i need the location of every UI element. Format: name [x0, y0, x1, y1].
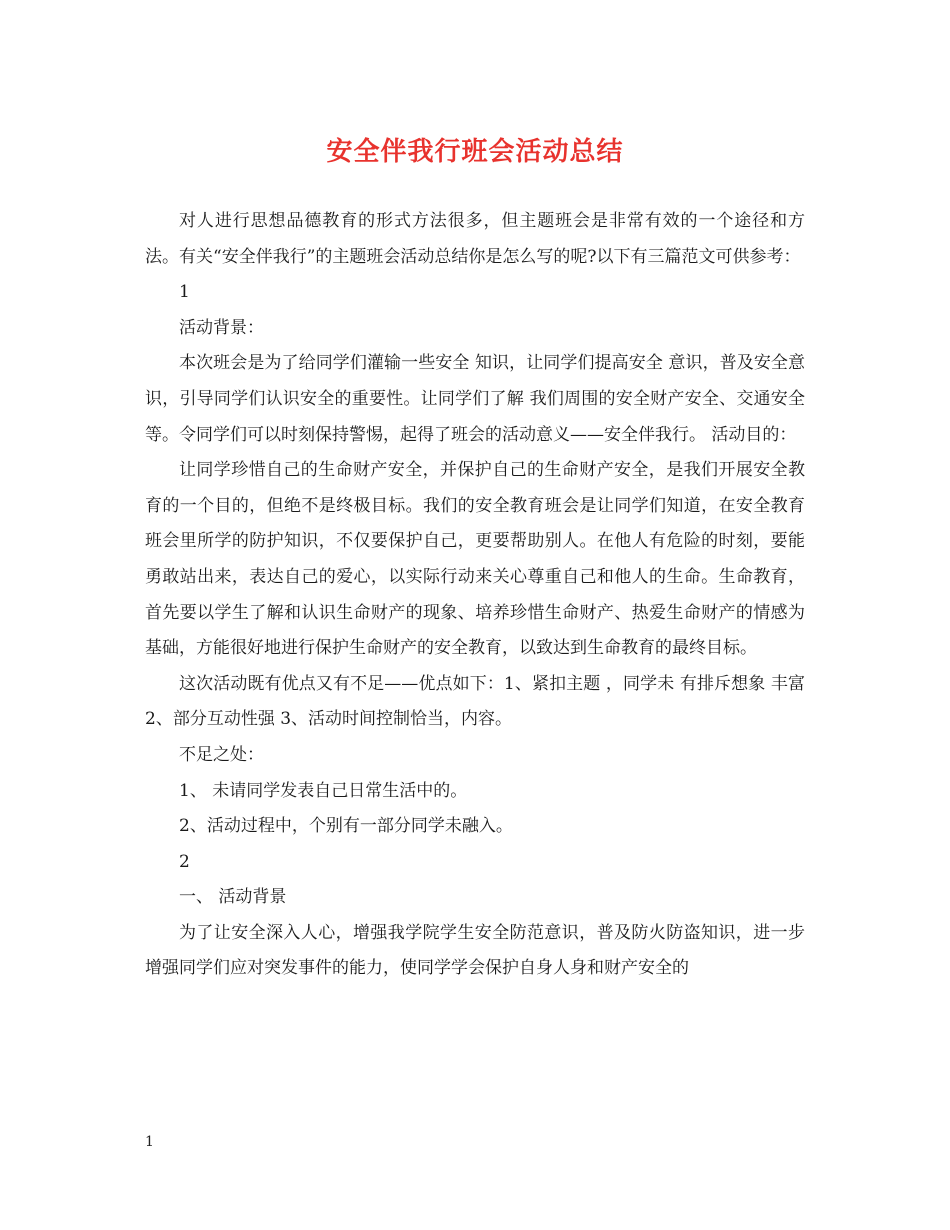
document-title: 安全伴我行班会活动总结 [326, 137, 624, 167]
paragraph-background: 本次班会是为了给同学们灌输一些安全 知识，让同学们提高安全 意识，普及安全意识，引导同学们认识安全的重要性。让同学们了解 我们周围的安全财产安全、交通安全等。令同学们可以时刻保持警惕，起得了班会的活动意义——安全伴我行。 活动目的： [145, 353, 805, 445]
paragraph-purpose: 让同学珍惜自己的生命财产安全，并保护自己的生命财产安全，是我们开展安全教育的一个目的，但绝不是终极目标。我们的安全教育班会是让同学们知道，在安全教育班会里所学的防护知识，不仅要保护自己，更要帮助别人。在他人有危险的时刻，要能勇敢站出来，表达自己的爱心，以实际行动来关心尊重自己和他人的生命。生命教育，首先要以学生了解和认识生命财产的现象、培养珍惜生命财产、热爱生命财产的情感为基础，方能很好地进行保护生命财产的安全教育，以致达到生命教育的最终目标。 [145, 460, 805, 659]
paragraph-strengths: 这次活动既有优点又有不足——优点如下：1、紧扣主题 ，同学未 有排斥想象 丰富 2、部分互动性强 3、活动时间控制恰当，内容。 [145, 673, 805, 730]
heading-section-one: 一、 活动背景 [179, 887, 287, 908]
document-body [145, 204, 805, 987]
page-number: 1 [145, 1134, 154, 1150]
heading-activity-background: 活动背景： [179, 317, 264, 338]
section-number-1: 1 [179, 282, 190, 303]
paragraph-intro: 对人进行思想品德教育的形式方法很多，但主题班会是非常有效的一个途径和方法。有关“安全伴我行”的主题班会活动总结你是怎么写的呢?以下有三篇范文可供参考： [145, 211, 805, 267]
section-number-2: 2 [179, 851, 190, 872]
heading-shortcomings: 不足之处： [179, 744, 264, 765]
paragraph-section-two-background: 为了让安全深入人心，增强我学院学生安全防范意识，普及防火防盗知识，进一步增强同学们应对突发事件的能力，使同学学会保护自身人身和财产安全的 [145, 922, 805, 979]
list-item-shortcoming-2: 2、活动过程中，个别有一部分同学未融入。 [179, 816, 513, 837]
list-item-shortcoming-1: 1、 未请同学发表自己日常生活中的。 [179, 780, 468, 801]
